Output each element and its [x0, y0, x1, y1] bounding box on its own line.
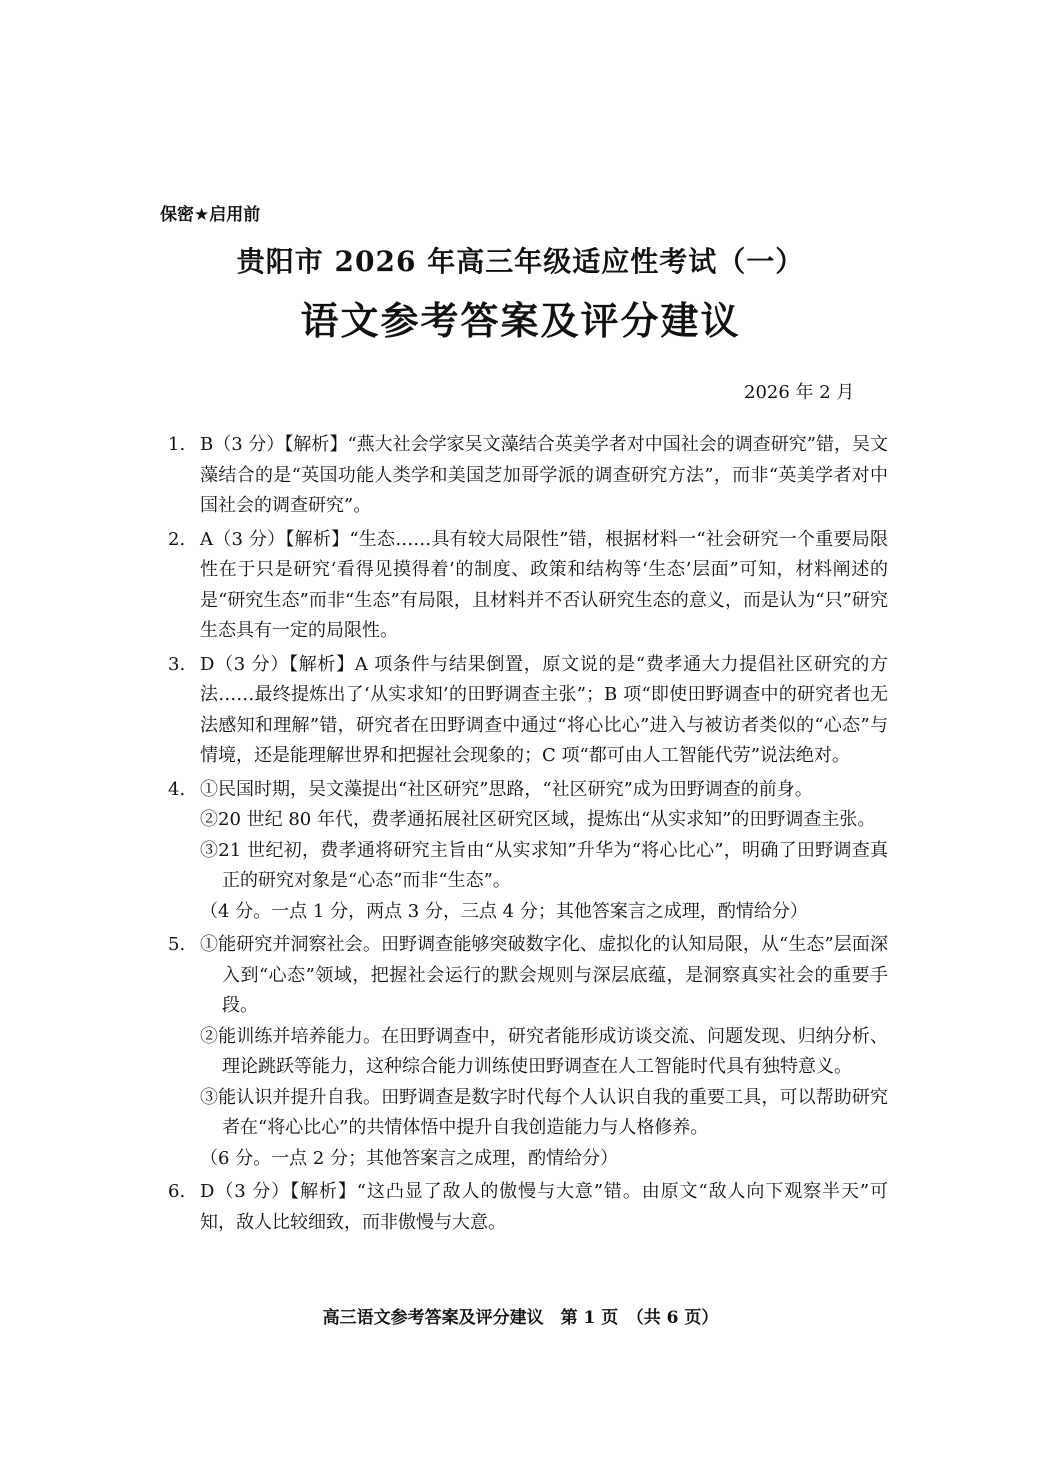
- answer-body: [200, 930, 888, 1174]
- confidential-label: 保密★启用前: [160, 205, 261, 225]
- scoring-note: （6 分。一点 2 分；其他答案言之成理，酌情给分）: [200, 1147, 619, 1169]
- answer-number: 2.: [168, 528, 186, 550]
- answer-text: D（3 分）【解析】A 项条件与结果倒置，原文说的是“费孝通大力提倡社区研究的方法……最终提炼出了‘从实求知’的田野调查主张”；B 项“即使田野调查中的研究者也无法感知和理解”错，研究者在田野调查中通过“将心比心”进入与被访者类似的“心态”与情境，还是能理解世界和把握社会现象的；C 项“都可由人工智能代劳”说法绝对。: [200, 653, 888, 766]
- document-title: 语文参考答案及评分建议: [300, 298, 741, 343]
- answer-list: [168, 430, 888, 1241]
- answer-point: ③21 世纪初，费孝通将研究主旨由“从实求知”升华为“将心比心”，明确了田野调查真正的研究对象是“心态”而非“生态”。: [200, 839, 888, 891]
- exam-title: 贵阳市 2026 年高三年级适应性考试（一）: [236, 245, 805, 278]
- answer-text: B（3 分）【解析】“燕大社会学家吴文藻结合英美学者对中国社会的调查研究”错，吴文藻结合的是“英国功能人类学和美国芝加哥学派的调查研究方法”，而非“英美学者对中国社会的调查研究”。: [200, 434, 888, 516]
- answer-item-6: [168, 1177, 888, 1238]
- document-date: 2026 年 2 月: [744, 382, 855, 403]
- scoring-note: （4 分。一点 1 分，两点 3 分，三点 4 分；其他答案言之成理，酌情给分）: [200, 900, 808, 922]
- answer-item-1: [168, 430, 888, 522]
- answer-point: ①民国时期，吴文藻提出“社区研究”思路，“社区研究”成为田野调查的前身。: [200, 778, 813, 800]
- answer-item-5: [168, 930, 888, 1174]
- answer-number: 6.: [168, 1181, 186, 1202]
- answer-number: 5.: [168, 934, 186, 955]
- answer-number: 1.: [168, 434, 186, 455]
- answer-number: 4.: [168, 778, 186, 800]
- answer-body: [200, 775, 888, 928]
- answer-item-3: [168, 650, 888, 772]
- answer-number: 3.: [168, 653, 186, 675]
- page-footer: 高三语文参考答案及评分建议 第 1 页 （共 6 页）: [322, 1308, 719, 1328]
- answer-text: A（3 分）【解析】“生态……具有较大局限性”错，根据材料一“社会研究一个重要局限性在于只是研究‘看得见摸得着’的制度、政策和结构等‘生态’层面”可知，材料阐述的是“研究生态”而非“生态”有局限，且材料并不否认研究生态的意义，而是认为“只”研究生态具有一定的局限性。: [200, 528, 888, 641]
- answer-text: D（3 分）【解析】“这凸显了敌人的傲慢与大意”错。由原文“敌人向下观察半天”可知，敌人比较细致，而非傲慢与大意。: [200, 1181, 888, 1233]
- answer-item-4: [168, 775, 888, 928]
- answer-point: ①能研究并洞察社会。田野调查能够突破数字化、虚拟化的认知局限，从“生态”层面深入到“心态”领域，把握社会运行的默会规则与深层底蕴，是洞察真实社会的重要手段。: [200, 934, 888, 1016]
- answer-point: ②20 世纪 80 年代，费孝通拓展社区研究区域，提炼出“从实求知”的田野调查主张。: [200, 809, 876, 830]
- answer-point: ③能认识并提升自我。田野调查是数字时代每个人认识自我的重要工具，可以帮助研究者在“将心比心”的共情体悟中提升自我创造能力与人格修养。: [200, 1086, 888, 1138]
- answer-item-2: [168, 525, 888, 647]
- answer-point: ②能训练并培养能力。在田野调查中，研究者能形成访谈交流、问题发现、归纳分析、理论跳跃等能力，这种综合能力训练使田野调查在人工智能时代具有独特意义。: [200, 1025, 888, 1077]
